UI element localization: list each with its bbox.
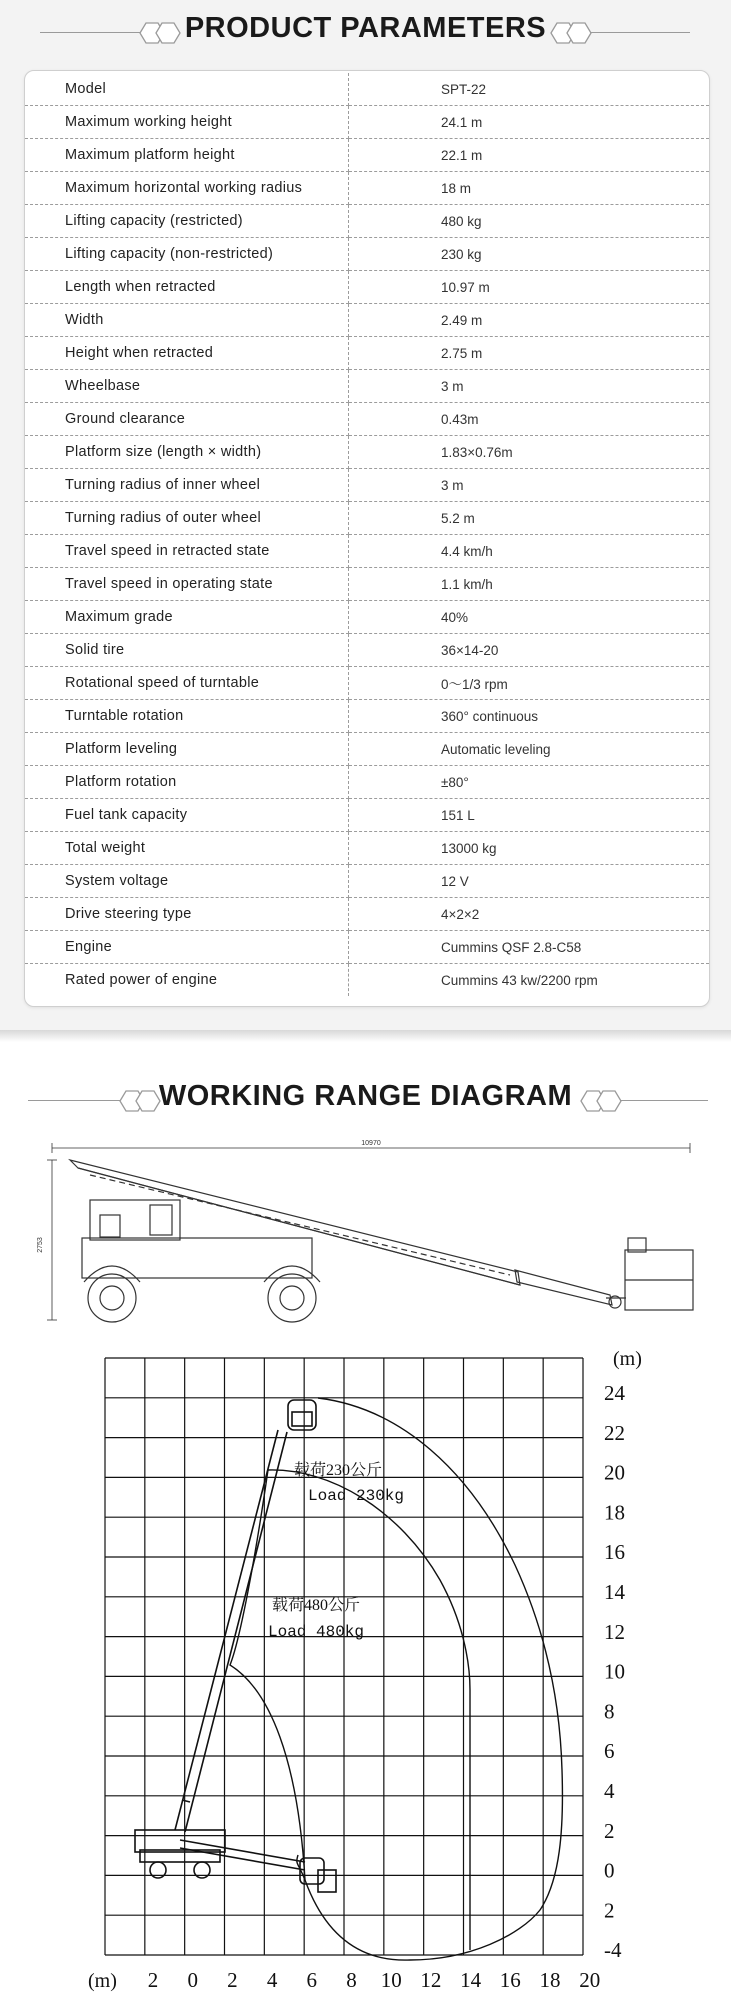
param-row [25,337,709,370]
param-row [25,370,709,403]
param-row [25,535,709,568]
param-label: System voltage [25,865,349,898]
overall-length-dim: 10970 [361,1140,381,1147]
param-row [25,799,709,832]
param-value: Cummins 43 kw/2200 rpm [441,972,598,988]
zone-480-en: Load 480kg [267,1623,365,1641]
param-value: 24.1 m [349,106,710,139]
header-rule-right [590,32,690,33]
param-row [25,568,709,601]
param-label: Travel speed in operating state [25,568,349,601]
x-tick-label: 2 [227,1968,238,1992]
param-label: Length when retracted [25,271,349,304]
param-label: Travel speed in retracted state [25,535,349,568]
param-value: 0〜1/3 rpm [349,667,710,700]
header-rule-right [620,1100,708,1101]
param-value: 4.4 km/h [349,535,710,568]
param-value: 2.49 m [349,304,710,337]
param-label: Turning radius of inner wheel [25,469,349,502]
param-row [25,700,709,733]
param-value: 4×2×2 [349,898,710,931]
param-label: Rotational speed of turntable [25,667,349,700]
param-value: 12 V [349,865,710,898]
param-value: 3 m [349,370,710,403]
y-tick-label: 22 [604,1420,625,1445]
param-label: Wheelbase [25,370,349,403]
range-grid [105,1358,583,1955]
param-label: Maximum horizontal working radius [25,172,349,205]
param-row [25,469,709,502]
param-label: Turning radius of outer wheel [25,502,349,535]
zone-480-cn: 载荷480公斤 [271,1597,361,1614]
param-label: Maximum platform height [25,139,349,172]
param-row [25,271,709,304]
x-tick-label: 8 [346,1968,357,1992]
param-label: Lifting capacity (non-restricted) [25,238,349,271]
param-value: Cummins QSF 2.8-C58 [349,931,710,964]
param-label: Lifting capacity (restricted) [25,205,349,238]
param-label: Maximum working height [25,106,349,139]
param-row [25,931,709,964]
param-value: 230 kg [349,238,710,271]
param-value: 10.97 m [349,271,710,304]
y-tick-label: 20 [604,1460,625,1485]
param-row [25,139,709,172]
param-row [25,502,709,535]
x-tick-label: 6 [306,1968,318,1992]
param-label: Rated power of engine [25,964,349,997]
x-unit-label: (m) [88,1970,117,1992]
x-tick-label: 20 [579,1968,601,1992]
param-row [25,634,709,667]
range-section-header [0,1070,731,1130]
param-value: 0.43m [349,403,710,436]
section-divider [0,1030,731,1042]
param-value: 151 L [349,799,710,832]
param-row [25,106,709,139]
param-label: Ground clearance [25,403,349,436]
boom-figure [135,1400,336,1892]
overall-height-dim: 2753 [37,1237,44,1253]
working-envelope [230,1398,562,1960]
y-tick-label: 14 [604,1580,625,1604]
machine-side-view [47,1143,693,1322]
params-section-header [0,2,731,62]
y-tick-label: 12 [604,1619,625,1644]
param-value: 480 kg [349,205,710,238]
param-value: 22.1 m [349,139,710,172]
param-label: Height when retracted [25,337,349,370]
y-tick-label: 2 [604,1898,615,1923]
y-tick-label: 4 [604,1779,615,1803]
params-card [24,70,710,1007]
param-row [25,865,709,898]
y-tick-label: 16 [604,1540,625,1565]
x-tick-label: 10 [380,1968,402,1992]
param-label: Engine [25,931,349,964]
param-value: 1.1 km/h [349,568,710,601]
param-row [25,766,709,799]
param-value: Automatic leveling [349,733,710,766]
params-table [25,73,709,996]
param-label: Drive steering type [25,898,349,931]
param-value: 18 m [349,172,710,205]
x-tick-label: 14 [460,1968,482,1992]
param-value: 5.2 m [349,502,710,535]
zone-230-cn: 载荷230公斤 [293,1462,383,1479]
x-tick-labels [148,1968,600,1992]
param-value: 2.75 m [349,337,710,370]
param-row [25,73,709,106]
y-tick-label: 24 [604,1381,625,1405]
param-row [25,238,709,271]
param-row [25,964,709,997]
param-label: Fuel tank capacity [25,799,349,832]
y-tick-label: 8 [604,1699,615,1724]
y-tick-label: -4 [604,1938,622,1963]
param-label: Width [25,304,349,337]
x-tick-label: 2 [147,1968,159,1992]
param-value: 13000 kg [349,832,710,865]
range-title: WORKING RANGE DIAGRAM [158,1080,573,1112]
y-unit-label: (m) [613,1348,642,1370]
param-label: Maximum grade [25,601,349,634]
param-row [25,172,709,205]
y-tick-label: 10 [604,1659,625,1684]
y-tick-label: 2 [604,1818,615,1843]
x-tick-label: 4 [266,1968,278,1992]
param-label: Total weight [25,832,349,865]
param-value: 40% [349,601,710,634]
param-row [25,898,709,931]
param-row [25,601,709,634]
param-value: 360° continuous [349,700,710,733]
param-row [25,403,709,436]
param-label: Model [25,73,349,106]
param-label: Platform rotation [25,766,349,799]
y-tick-label: 6 [604,1739,615,1764]
param-row [25,733,709,766]
zone-230-en: Load 230kg [307,1487,405,1505]
params-title: PRODUCT PARAMETERS [184,12,547,44]
param-value: 3 m [349,469,710,502]
param-row [25,205,709,238]
y-tick-labels [604,1381,626,1962]
hexagon-ornament-icon [575,1088,627,1114]
param-label: Turntable rotation [25,700,349,733]
param-label: Platform size (length × width) [25,436,349,469]
x-tick-label: 12 [420,1968,442,1992]
x-tick-label: 16 [499,1968,521,1992]
param-value: SPT-22 [349,73,710,106]
hexagon-ornament-icon [545,20,597,46]
param-value: 36×14-20 [349,634,710,667]
y-tick-label: 0 [604,1858,615,1883]
param-row [25,436,709,469]
param-row [25,667,709,700]
x-tick-label: 18 [539,1968,561,1992]
x-tick-label: 0 [187,1968,198,1992]
param-label: Solid tire [25,634,349,667]
param-label: Platform leveling [25,733,349,766]
param-row [25,832,709,865]
param-row [25,304,709,337]
y-tick-label: 18 [604,1500,625,1525]
param-value: 1.83×0.76m [349,436,710,469]
param-value: ±80° [349,766,710,799]
